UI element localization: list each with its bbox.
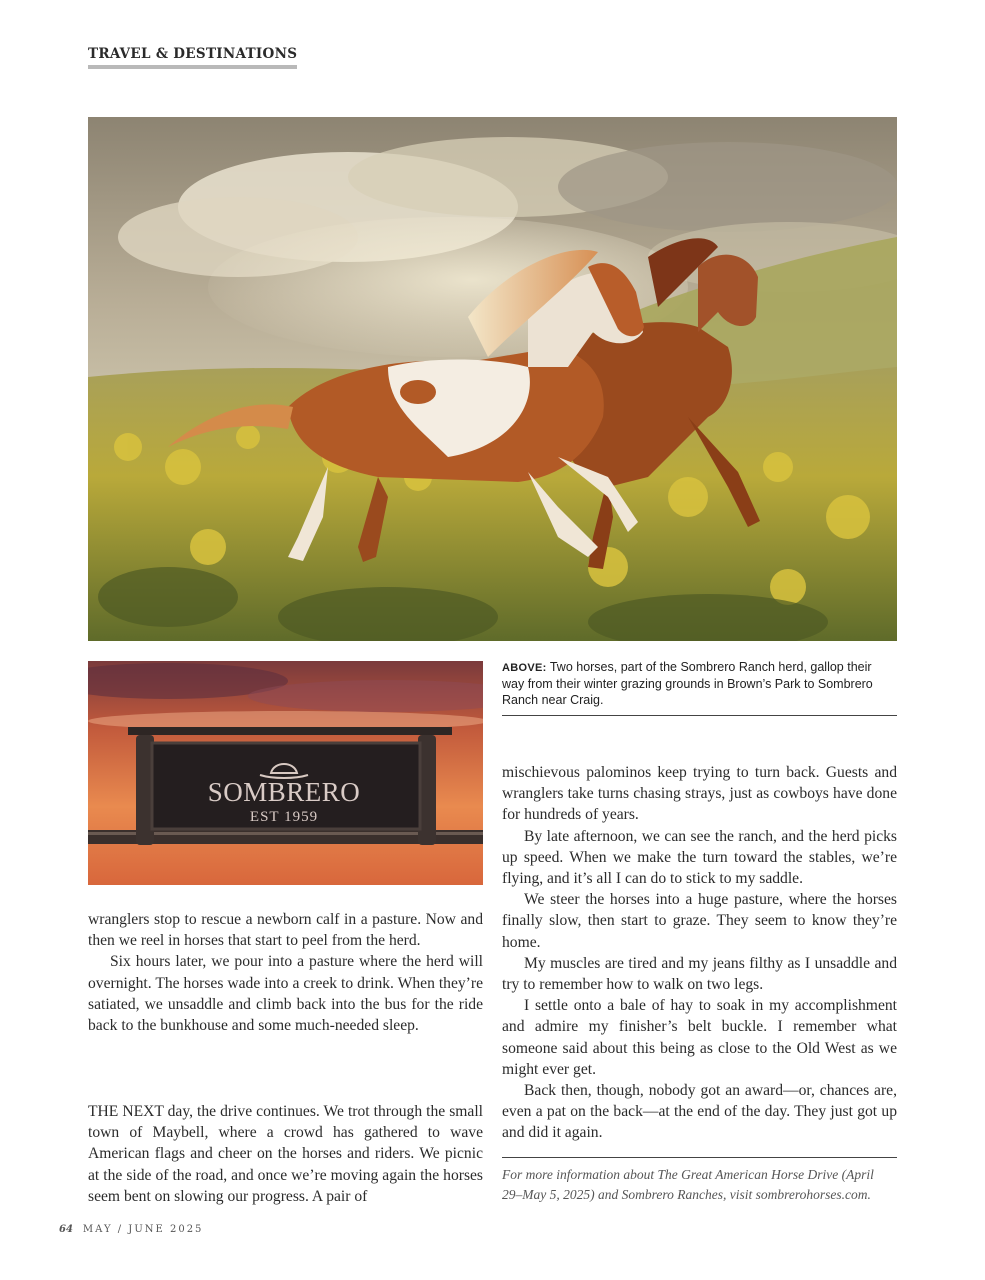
- article-paragraph: By late afternoon, we can see the ranch, and the herd picks up speed. When we make the turn toward the stables, we’re flying, and it’s all I can do to stick to my saddle.: [502, 827, 897, 888]
- article-paragraph: I settle onto a bale of hay to soak in my accomplishment and admire my finisher’s belt buckle. I remember what someone said about this being as close to the Old West as we might ever get.: [502, 997, 897, 1078]
- article-column-left-bottom: [88, 1101, 483, 1207]
- article-paragraph: THE NEXT day, the drive continues. We trot through the small town of Maybell, where a crowd has gathered to wave American flags and cheer on the horses and riders. We picnic at the side of the road, and once we’re moving again the horses seem bent on slowing our progress. A pair of: [88, 1103, 483, 1205]
- article-paragraph: My muscles are tired and my jeans filthy as I unsaddle and try to remember how to walk on two legs.: [502, 954, 897, 994]
- sign-photo: [88, 661, 483, 885]
- article-column-right: [502, 762, 897, 1144]
- caption-lead: ABOVE:: [502, 662, 547, 674]
- page-footer: [59, 1224, 203, 1235]
- article-paragraph: wranglers stop to rescue a newborn calf in a pasture. Now and then we reel in horses that start to peel from the herd.: [88, 911, 483, 950]
- more-info-note: For more information about The Great American Horse Drive (April 29–May 5, 2025) and Sombrero Ranches, visit sombrerohorses.com.: [502, 1157, 897, 1205]
- caption-text: Two horses, part of the Sombrero Ranch herd, gallop their way from their winter grazing grounds in Brown’s Park to Sombrero Ranch near Craig.: [502, 660, 873, 707]
- sign-established: EST 1959: [249, 809, 319, 825]
- photo-caption: [502, 659, 897, 716]
- sign-brand: SOMBRERO: [207, 777, 361, 807]
- article-paragraph: Back then, though, nobody got an award—or, chances are, even a pat on the back—at the end of the day. They just got up and did it again.: [502, 1082, 897, 1142]
- page-number: 64: [59, 1224, 73, 1235]
- article-paragraph: We steer the horses into a huge pasture, where the horses finally slow, then start to graze. They seem to know they’re home.: [502, 891, 897, 951]
- article-paragraph: mischievous palominos keep trying to turn back. Guests and wranglers take turns chasing strays, just as cowboys have done for hundreds of years.: [502, 764, 897, 824]
- article-paragraph: Six hours later, we pour into a pasture where the herd will overnight. The horses wade into a creek to drink. When they’re satiated, we unsaddle and climb back into the bus for the ride back to the bunkhouse and some much-needed sleep.: [88, 953, 483, 1035]
- ranch-sign-illustration: [88, 661, 483, 885]
- issue-date: MAY / JUNE 2025: [82, 1224, 204, 1235]
- article-column-left-top: [88, 909, 483, 1036]
- section-header: TRAVEL & DESTINATIONS: [88, 46, 297, 69]
- hero-photo: [88, 117, 897, 641]
- horses-illustration: [88, 117, 897, 641]
